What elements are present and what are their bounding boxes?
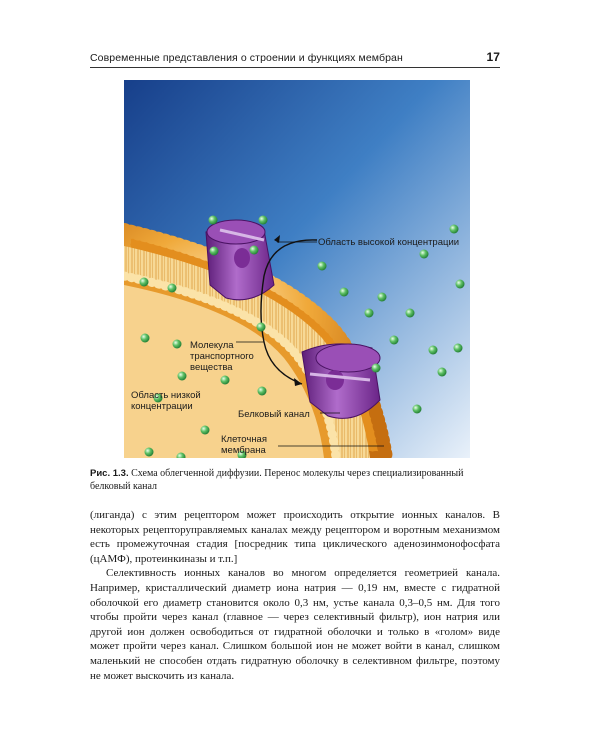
running-head <box>90 50 500 66</box>
figure-caption <box>90 467 500 493</box>
label-low-concentration: Область низкой концентрации <box>131 390 201 412</box>
paragraph-1: (лиганда) с этим рецептором может происходить открытие ионных каналов. В некоторых рецепторуправляемых каналах между рецептором и воротным механизмом есть промежуточная стадия [посредник типа циклического аденозинмонофосфата (цАМФ), протеинкиназы и т.п.] <box>90 509 500 565</box>
caption-text: Схема облегченной диффузии. Перенос молекулы через специализированный белковый канал <box>90 468 464 492</box>
figure-facilitated-diffusion <box>124 80 470 458</box>
caption-number: Рис. 1.3. <box>90 468 129 479</box>
protein-channel-upper <box>206 220 274 300</box>
paragraph-2: Селективность ионных каналов во многом определяется геометрией канала. Например, кристаллический диаметр иона натрия — 0,19 нм, вместе с гидратной оболочкой его диаметр становится около 0,3 нм, устье канала 0,3–0,5 нм. Для того чтобы пройти через канал (главное — через селективный фильтр), ион натрия или другой ион должен освободиться от гидратной оболочки и только в «голом» виде может пройти через канал. Слишком большой ион не может войти в канал, слишком маленький не способен отдать гидратную оболочку в селективном фильтре, поэтому не может выскочить из канала. <box>90 567 500 682</box>
body-text <box>90 508 500 683</box>
header-rule <box>90 67 500 68</box>
label-cell-membrane: Клеточная мембрана <box>221 434 267 456</box>
label-transport-molecule: Молекула транспортного вещества <box>190 340 254 373</box>
page-number: 17 <box>486 50 500 64</box>
label-protein-channel: Белковый канал <box>238 409 310 420</box>
running-head-title: Современные представления о строении и функциях мембран <box>90 52 403 64</box>
label-high-concentration: Область высокой концентрации <box>318 237 460 248</box>
